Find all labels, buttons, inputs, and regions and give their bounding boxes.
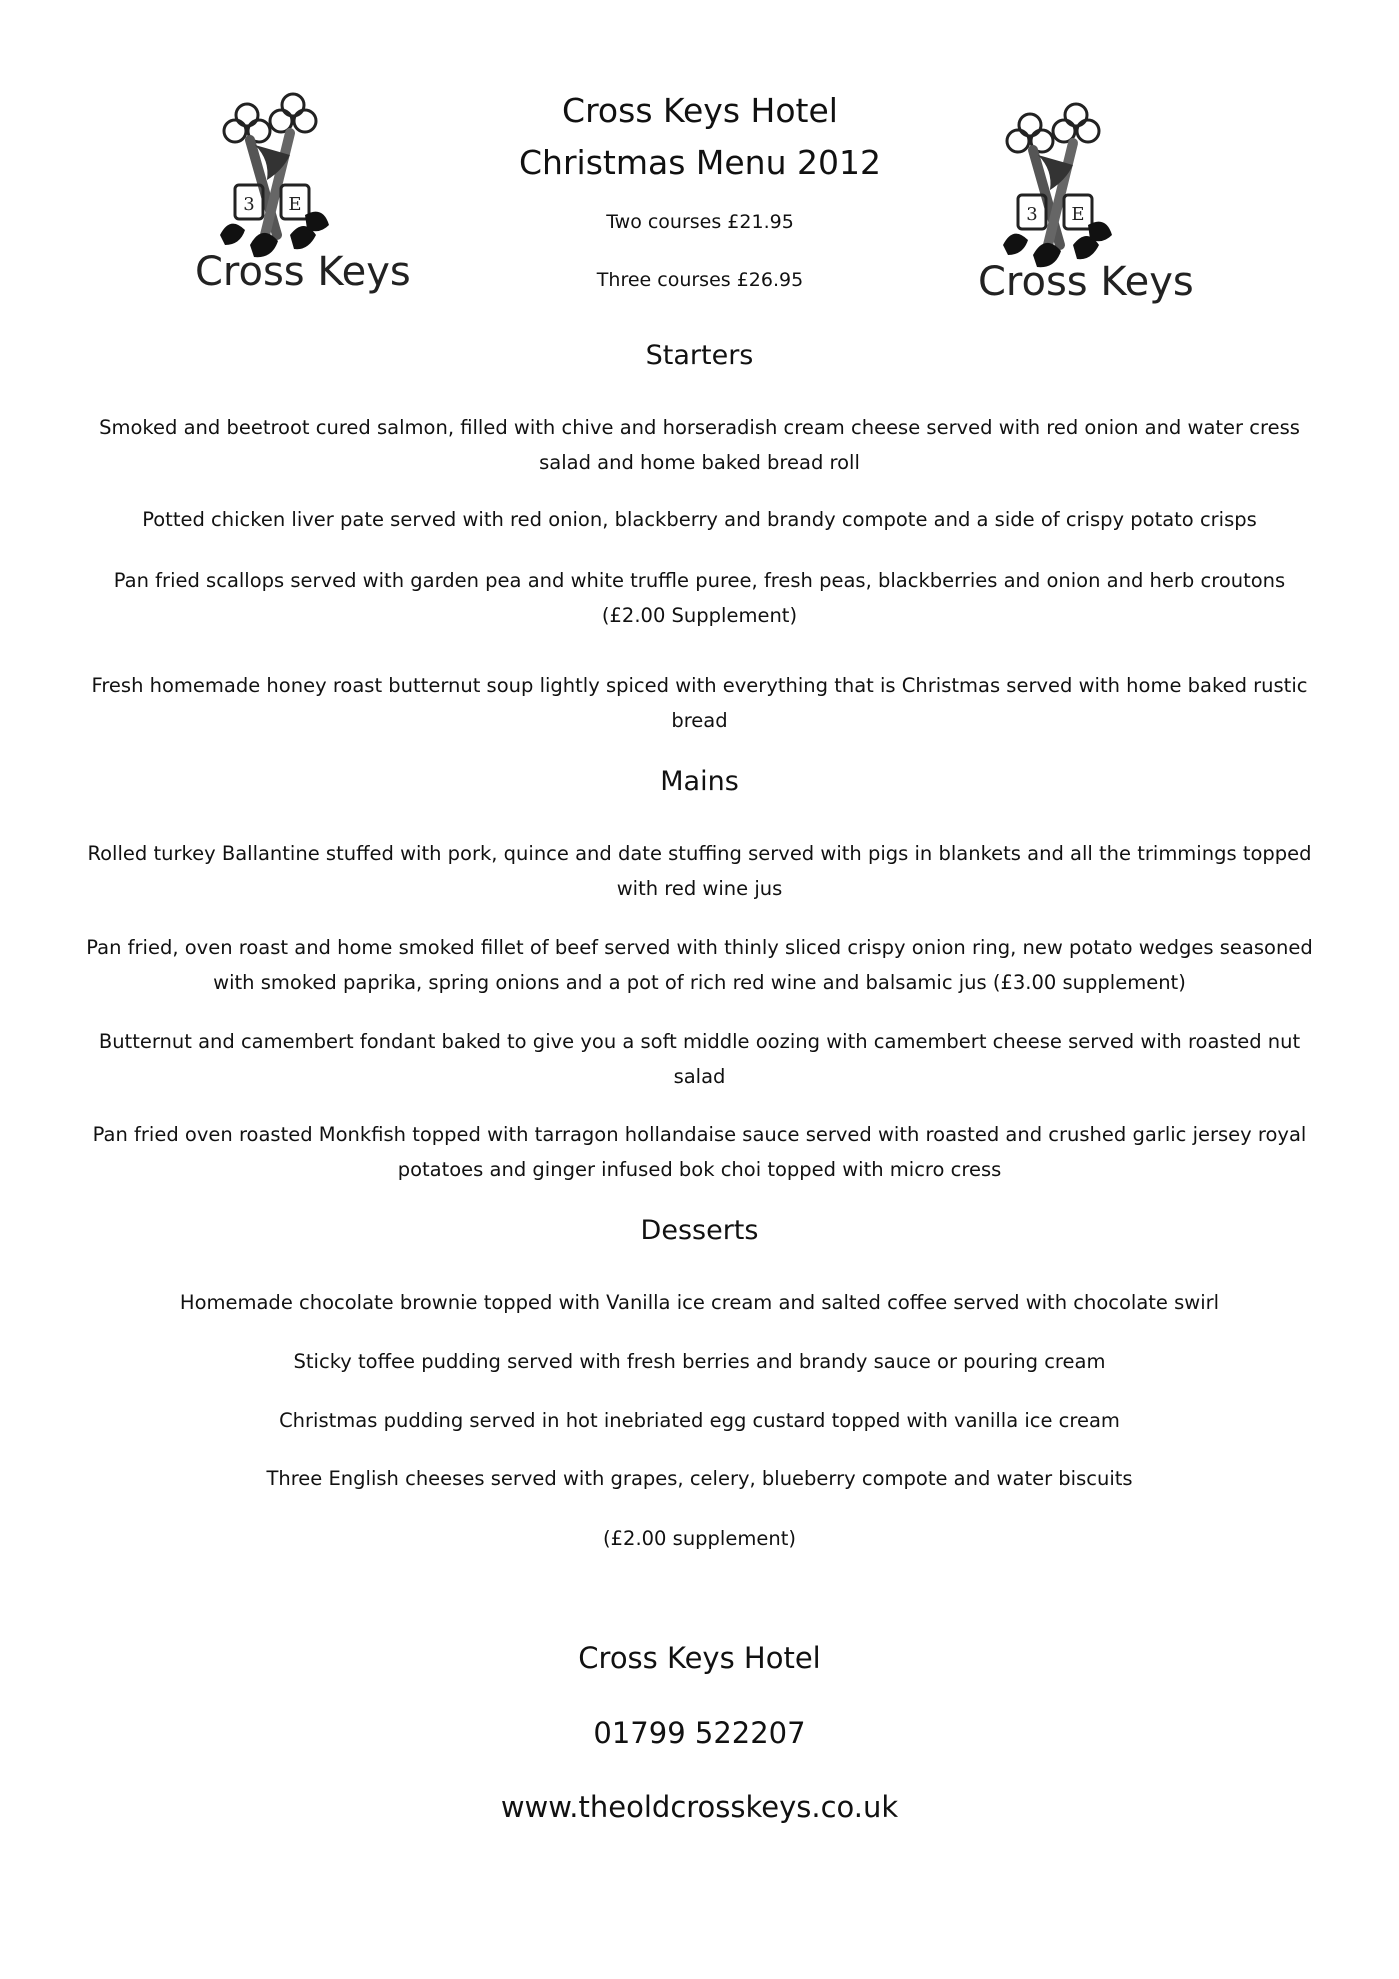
dessert-supplement: (£2.00 supplement) [603,1527,796,1550]
dessert-item: Christmas pudding served in hot inebriated egg custard topped with vanilla ice cream [279,1409,1120,1432]
menu-header [450,85,950,291]
svg-text:E: E [1071,204,1085,225]
logo-text: Cross Keys [195,249,411,295]
dessert-item: Three English cheeses served with grapes, celery, blueberry compote and water biscuits [266,1467,1133,1490]
starter-item: Smoked and beetroot cured salmon, filled with chive and horseradish cream cheese served with red onion and water cress salad and home baked bread roll [99,416,1300,474]
starters-heading: Starters [645,340,754,371]
cross-keys-logo-left [195,85,435,365]
two-courses-price: Two courses £21.95 [606,211,794,233]
main-item: Pan fried oven roasted Monkfish topped with tarragon hollandaise sauce served with roasted and crushed garlic jersey royal potatoes and ginger infused bok choi topped with micro cress [92,1123,1307,1181]
main-item: Butternut and camembert fondant baked to give you a soft middle oozing with camembert cheese served with roasted nut salad [98,1030,1301,1088]
cross-keys-logo-right [978,95,1218,375]
starter-item: Potted chicken liver pate served with red onion, blackberry and brandy compote and a side of crispy potato crisps [142,508,1257,531]
starter-item: Fresh homemade honey roast butternut soup lightly spiced with everything that is Christmas served with home baked rustic bread [91,674,1308,732]
footer-phone: 01799 522207 [593,1716,806,1750]
svg-text:3: 3 [1026,204,1038,225]
footer-hotel-name: Cross Keys Hotel [578,1641,821,1675]
footer-website: www.theoldcrosskeys.co.uk [500,1790,899,1824]
svg-text:3: 3 [243,194,255,215]
main-item: Rolled turkey Ballantine stuffed with pork, quince and date stuffing served with pigs in blankets and all the trimmings topped with red wine jus [87,842,1312,900]
menu-title: Christmas Menu 2012 [519,143,881,182]
three-courses-price: Three courses £26.95 [596,269,804,291]
mains-heading: Mains [660,766,739,797]
dessert-item: Homemade chocolate brownie topped with Vanilla ice cream and salted coffee served with chocolate swirl [179,1291,1220,1314]
desserts-heading: Desserts [640,1215,759,1246]
hotel-name-title: Cross Keys Hotel [562,91,838,130]
svg-text:E: E [288,194,302,215]
main-item: Pan fried, oven roast and home smoked fillet of beef served with thinly sliced crispy onion ring, new potato wedges seasoned with smoked paprika, spring onions and a pot of rich red wine and balsamic jus (£3.00 supplement) [86,936,1313,994]
crossed-keys-icon [978,95,1218,375]
starter-item: Pan fried scallops served with garden pea and white truffle puree, fresh peas, blackberries and onion and herb croutons (£2.00 Supplement) [113,569,1286,627]
logo-text: Cross Keys [978,259,1194,305]
dessert-item: Sticky toffee pudding served with fresh berries and brandy sauce or pouring cream [293,1350,1106,1373]
crossed-keys-icon [195,85,435,365]
